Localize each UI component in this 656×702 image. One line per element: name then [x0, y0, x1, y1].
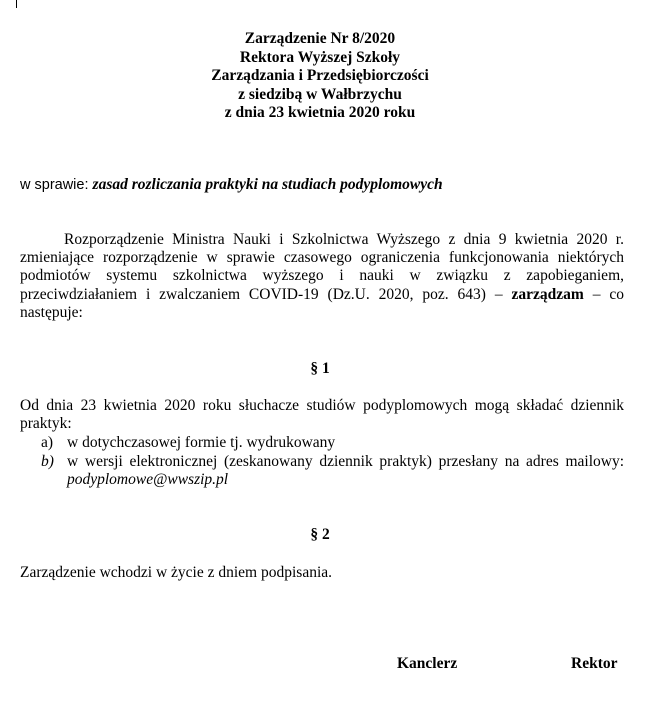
list-item-text: w dotychczasowej formie tj. wydrukowany	[67, 434, 336, 451]
header-issuer: Rektora Wyższej Szkoły	[239, 48, 401, 66]
header-date: z dnia 23 kwietnia 2020 roku	[224, 104, 416, 121]
list-marker: b)	[41, 452, 54, 470]
list-item	[20, 453, 624, 490]
paragraph-line: praktyk:	[20, 415, 72, 432]
preamble-line-text: przeciwdziałaniem i zwalczaniem COVID-19 (Dz.U. 2020, poz. 643) –	[20, 285, 512, 303]
header-title: Zarządzenie Nr 8/2020	[244, 30, 396, 47]
signature-chancellor: Kanclerz	[397, 655, 458, 672]
header-institution: Zarządzania i Przedsiębiorczości	[211, 67, 429, 84]
paragraph-line: Od dnia 23 kwietnia 2020 roku słuchacze studiów podyplomowych mogą składać dziennik	[20, 397, 624, 414]
list-marker: a)	[41, 434, 54, 451]
subject-topic: zasad rozliczania praktyki na studiach podyplomowych	[92, 176, 443, 193]
signature-rector: Rektor	[571, 655, 618, 672]
preamble-decree-word: zarządzam	[511, 285, 584, 303]
section-1-paragraph	[20, 397, 624, 433]
list-item-text: w wersji elektronicznej (zeskanowany dziennik praktyk) przesłany na adres mailowy:	[67, 452, 624, 470]
document-header	[0, 30, 640, 123]
preamble-line	[20, 286, 624, 304]
section-2-paragraph: Zarządzenie wchodzi w życie z dniem podpisania.	[20, 564, 333, 581]
email-address: podyplomowe@wwszip.pl	[67, 471, 229, 488]
header-location: z siedzibą w Wałbrzychu	[238, 85, 402, 103]
preamble-line: zmieniające rozporządzenie w sprawie czasowego ograniczenia funkcjonowania niektórych	[20, 249, 624, 267]
section-2-mark: § 2	[310, 526, 330, 543]
text-cursor	[16, 0, 17, 8]
subject-prefix: w sprawie:	[20, 177, 93, 193]
subject-line	[20, 176, 443, 194]
section-1-mark: § 1	[310, 360, 330, 377]
preamble-line: Rozporządzenie Ministra Nauki i Szkolnictwa Wyższego z dnia 9 kwietnia 2020 r.	[64, 231, 624, 248]
preamble-line: następuje:	[20, 303, 83, 321]
preamble-line: podmiotów systemu szkolnictwa wyższego i nauki w związku z zapobieganiem,	[20, 267, 624, 285]
preamble-paragraph	[20, 231, 624, 322]
practice-options-list	[20, 434, 624, 490]
preamble-line-text: – co	[583, 285, 624, 303]
list-item	[20, 434, 624, 453]
